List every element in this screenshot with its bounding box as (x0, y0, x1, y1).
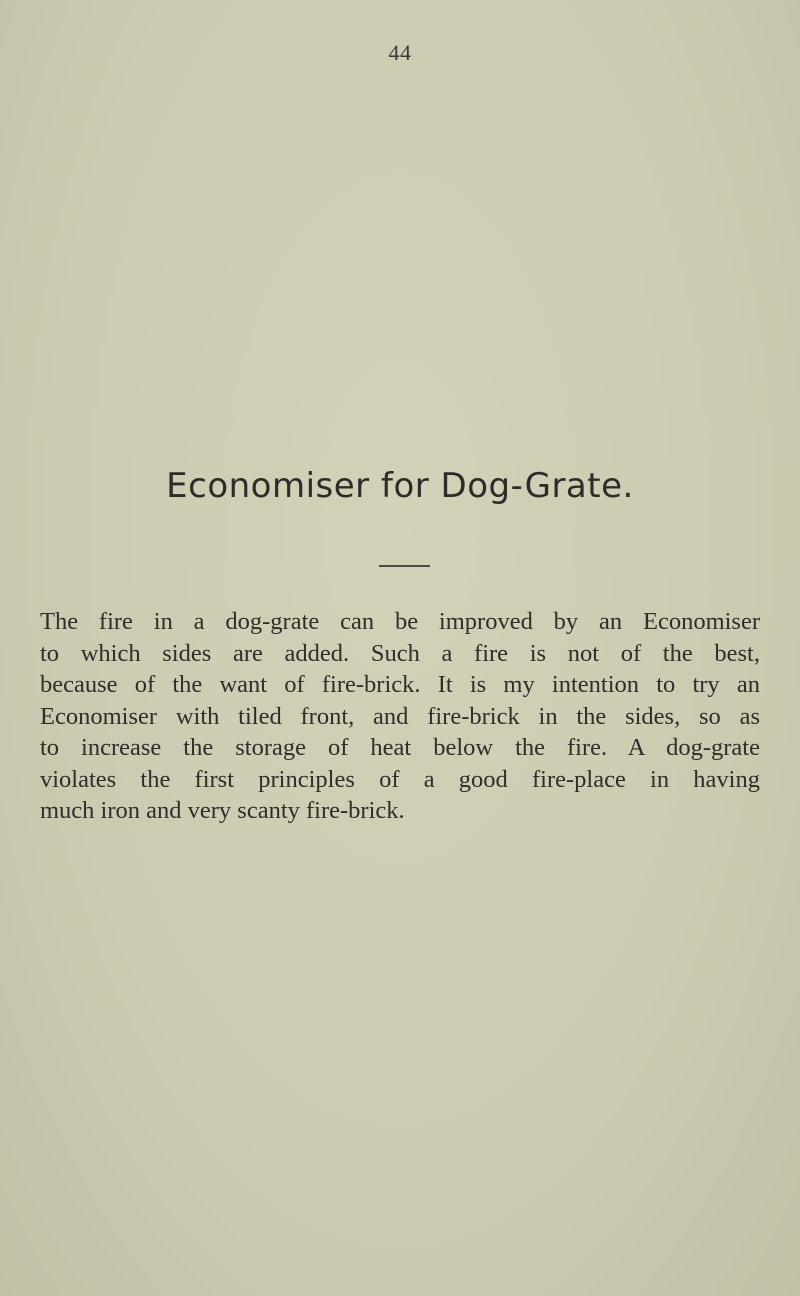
section-heading: Economiser for Dog-Grate. (166, 466, 634, 506)
paragraph-line: Economiser with tiled front, and fire-brick in the sides, so as (40, 702, 760, 730)
page-number: 44 (388, 40, 412, 65)
paragraph-line: because of the want of fire-brick. It is my intention to try an (40, 671, 760, 698)
body-paragraph (40, 606, 760, 827)
paragraph-line: to which sides are added. Such a fire is not of the best, (40, 639, 760, 667)
paragraph-line: violates the first principles of a good fire-place in having (40, 765, 760, 793)
paragraph-line: to increase the storage of heat below the fire. A dog-grate (40, 734, 760, 761)
heading-divider (379, 565, 430, 567)
paragraph-line: much iron and very scanty fire-brick. (40, 797, 405, 824)
paragraph-line: The fire in a dog-grate can be improved by an Economiser (40, 608, 760, 635)
